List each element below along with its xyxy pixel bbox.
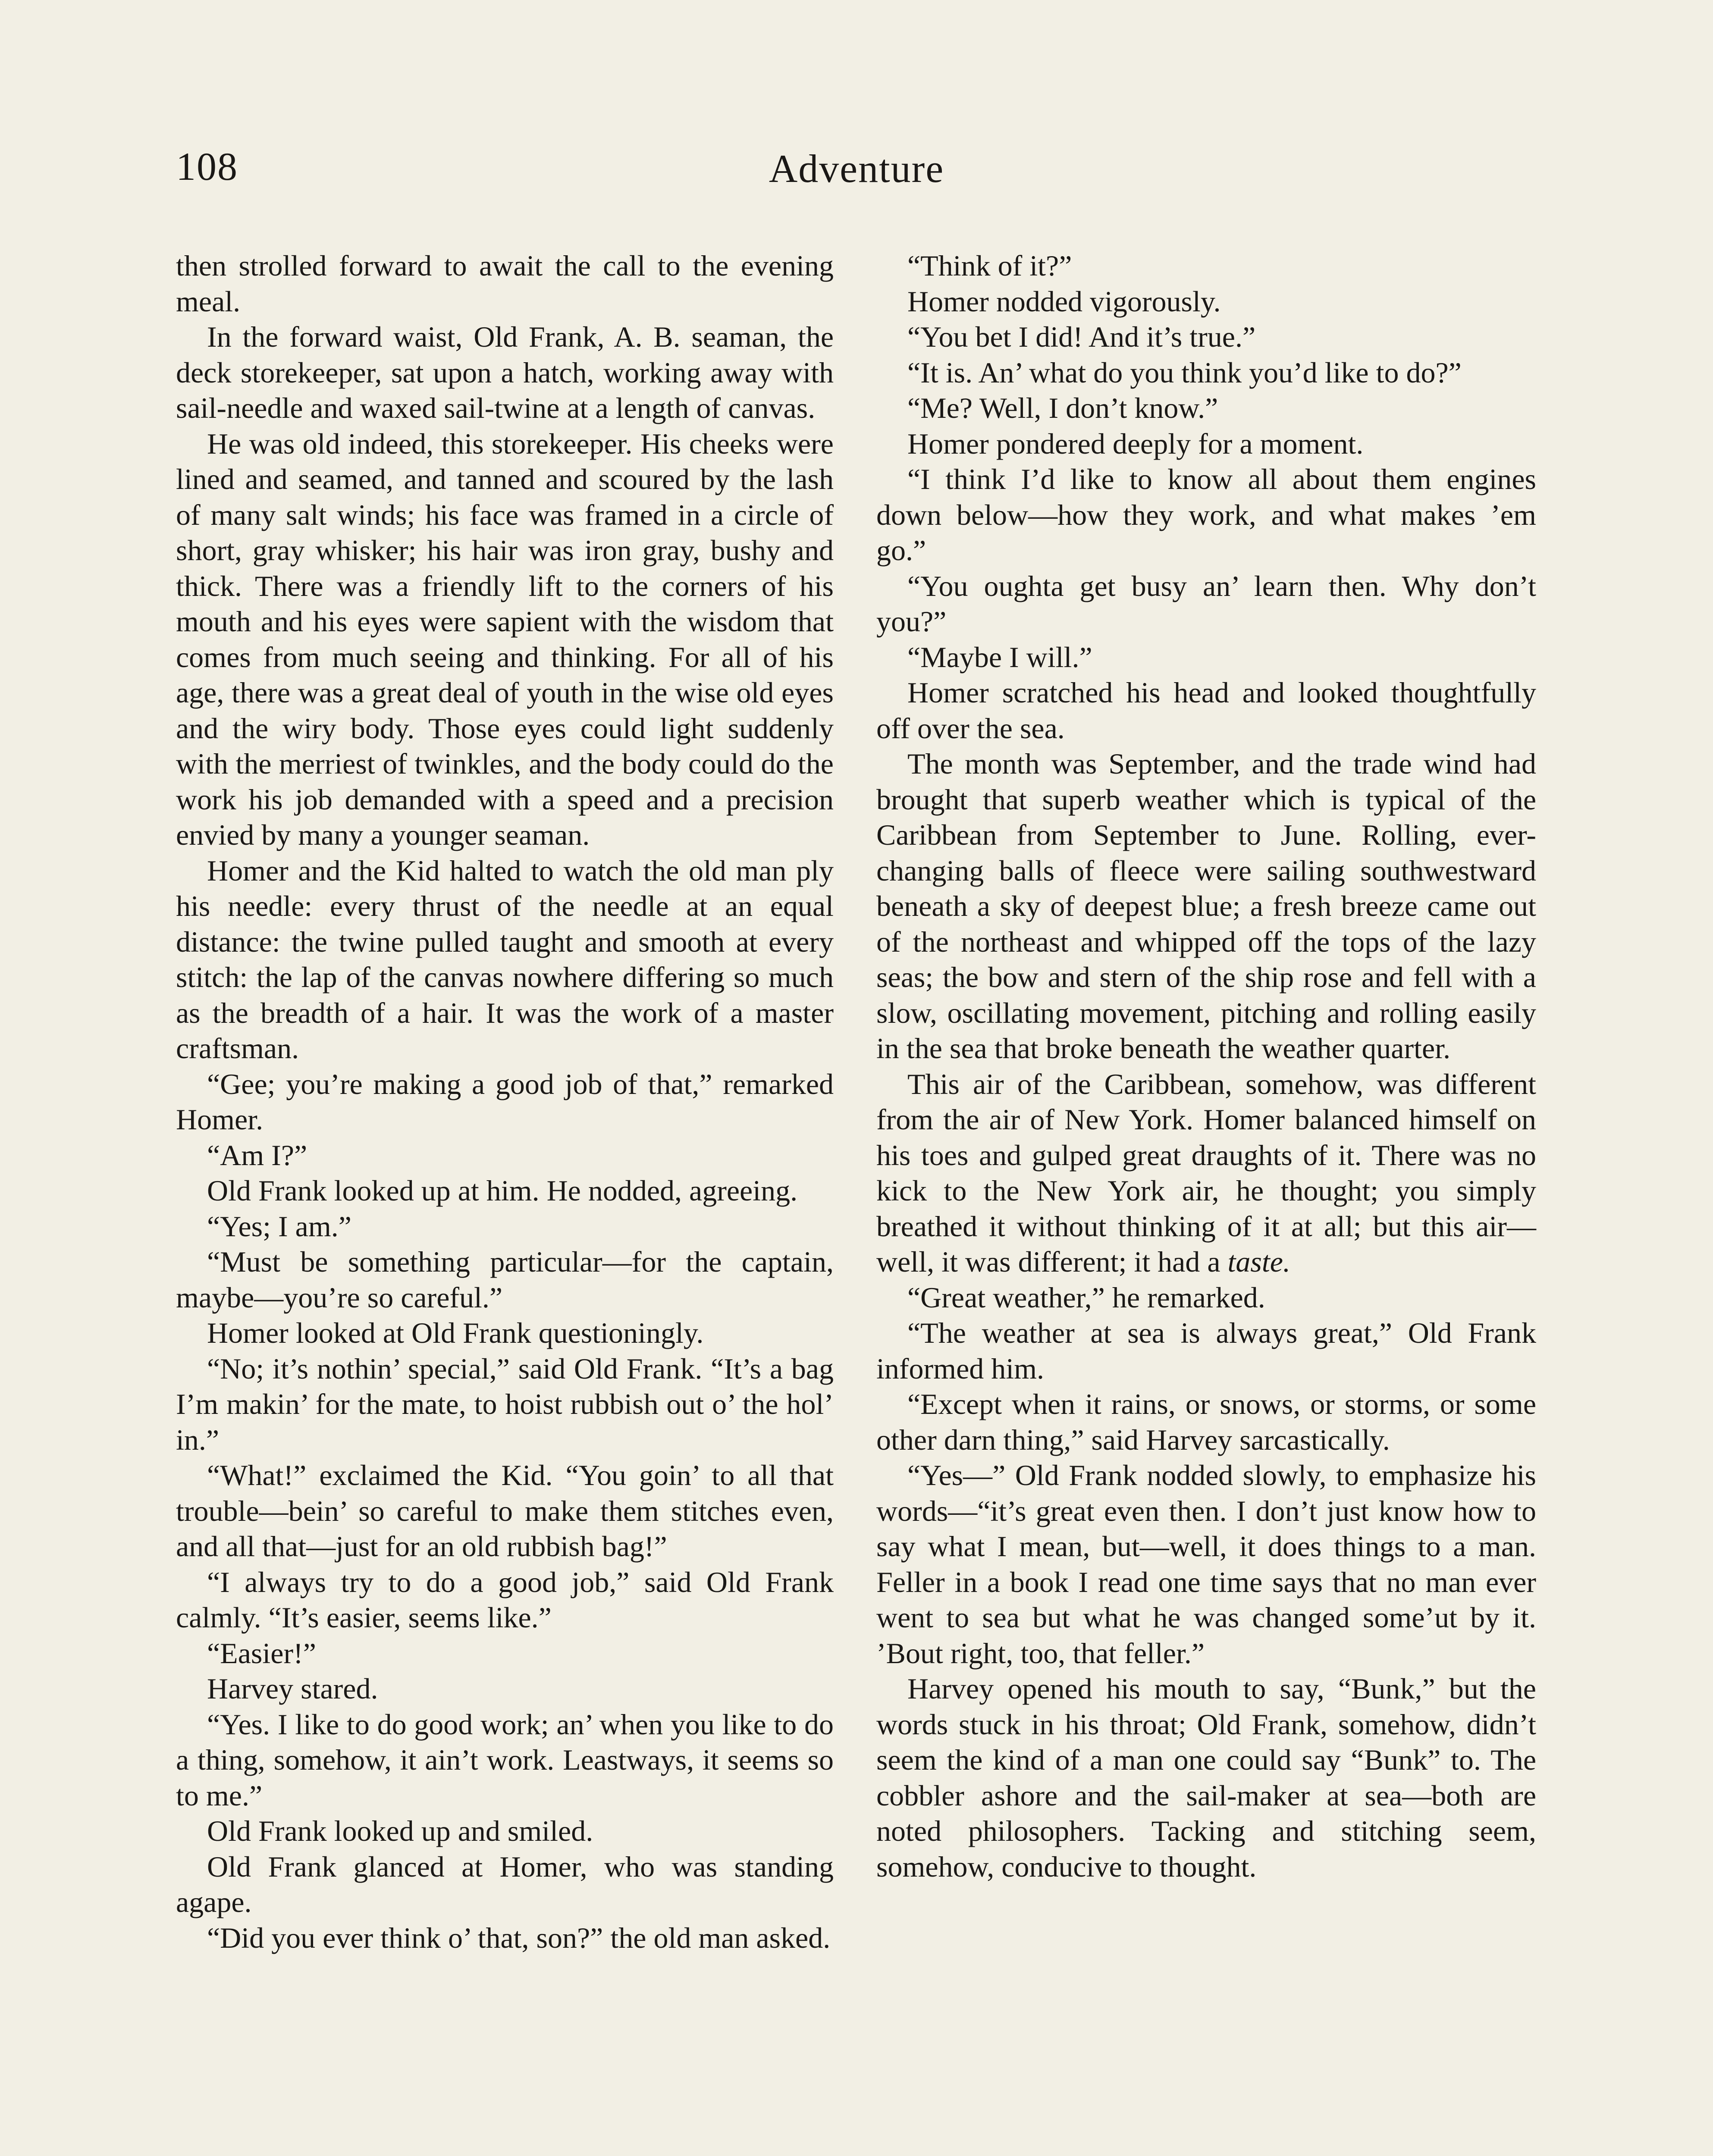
paragraph: “Gee; you’re making a good job of that,” remarked Homer. xyxy=(176,1067,834,1136)
paragraph: Homer pondered deeply for a moment. xyxy=(907,427,1364,460)
paragraph: “Think of it?” xyxy=(907,249,1072,282)
right-column xyxy=(876,248,1536,1884)
paragraph: “What!” exclaimed the Kid. “You goin’ to all that trouble—bein’ so careful to make them stitches even, and all that—just for an old rubbish bag!” xyxy=(176,1459,834,1563)
paragraph: “Yes. I like to do good work; an’ when you like to do a thing, somehow, it ain’t work. Leastways, it seems so to me.” xyxy=(176,1708,834,1812)
paragraph: “You bet I did! And it’s true.” xyxy=(907,320,1256,353)
page-number: 108 xyxy=(176,144,238,188)
paragraph: “Great weather,” he remarked. xyxy=(907,1281,1265,1314)
paragraph: Homer scratched his head and looked thoughtfully off over the sea. xyxy=(876,676,1536,745)
paragraph xyxy=(876,1066,1536,1280)
paragraph: Homer nodded vigorously. xyxy=(907,285,1221,318)
paragraph: He was old indeed, this storekeeper. His cheeks were lined and seamed, and tanned and scoured by the lash of many salt winds; his face was framed in a circle of short, gray whisker; his hair was iron gray, bushy and thick. There was a friendly lift to the corners of his mouth and his eyes were sapient with the wisdom that comes from much seeing and thinking. For all of his age, there was a great deal of youth in the wise old eyes and the wiry body. Those eyes could light suddenly with the merriest of twinkles, and the body could do the work his job demanded with a speed and a precision envied by many a younger seaman. xyxy=(176,427,834,851)
paragraph: Homer and the Kid halted to watch the old man ply his needle: every thrust of the needle at an equal distance: the twine pulled taught and smooth at every stitch: the lap of the canvas nowhere differing so much as the breadth of a hair. It was the work of a master craftsman. xyxy=(176,854,834,1065)
paragraph: “Except when it rains, or snows, or storms, or some other darn thing,” said Harvey sarcastically. xyxy=(876,1388,1536,1456)
paragraph: “Me? Well, I don’t know.” xyxy=(907,392,1218,424)
paragraph: “Yes; I am.” xyxy=(207,1210,351,1243)
paragraph: The month was September, and the trade wind had brought that superb weather which is typical of the Caribbean from September to June. Rolling, ever-changing balls of fleece were sailing southwestward beneath a sky of deepest blue; a fresh breeze came out of the northeast and whipped off the tops of the lazy seas; the bow and stern of the ship rose and fell with a slow, oscillating movement, pitching and rolling easily in the sea that broke beneath the weather quarter. xyxy=(876,747,1536,1065)
paragraph: “Easier!” xyxy=(207,1636,316,1670)
paragraph: In the forward waist, Old Frank, A. B. seaman, the deck storekeeper, sat upon a hatch, working away with sail-needle and waxed sail-twine at a length of canvas. xyxy=(176,320,834,424)
italic-word: taste. xyxy=(1227,1245,1290,1278)
paragraph-text: This air of the Caribbean, somehow, was different from the air of New York. Homer balanced himself on his toes and gulped great draughts of it. There was no kick to the New York air, he thought; you simply breathed it without thinking of it at all; but this air—well, it was different; it had a xyxy=(876,1067,1536,1278)
paragraph: “I think I’d like to know all about them engines down below—how they work, and what makes ’em go.” xyxy=(876,463,1536,567)
paragraph: “Must be something particular—for the captain, maybe—you’re so careful.” xyxy=(176,1245,834,1314)
paragraph: “It is. An’ what do you think you’d like to do?” xyxy=(907,356,1462,389)
paragraph: “Did you ever think o’ that, son?” the old man asked. xyxy=(207,1921,831,1954)
left-column xyxy=(176,248,834,1955)
paragraph: “No; it’s nothin’ special,” said Old Frank. “It’s a bag I’m makin’ for the mate, to hoist rubbish out o’ the hol’ in.” xyxy=(176,1352,834,1456)
paragraph: Old Frank glanced at Homer, who was standing agape. xyxy=(176,1850,834,1918)
paragraph: “Yes—” Old Frank nodded slowly, to emphasize his words—“it’s great even then. I don’t just know how to say what I mean, but—well, it does things to a man. Feller in a book I read one time says that no man ever went to sea but what he was changed some’ut by it. ’Bout right, too, that feller.” xyxy=(876,1459,1536,1670)
running-head: Adventure xyxy=(769,147,944,191)
paragraph: “You oughta get busy an’ learn then. Why don’t you?” xyxy=(876,569,1536,638)
paragraph: Harvey stared. xyxy=(207,1672,378,1705)
paragraph: Harvey opened his mouth to say, “Bunk,” but the words stuck in his throat; Old Frank, somehow, didn’t seem the kind of a man one could say “Bunk” to. The cobbler ashore and the sail-maker at sea—both are noted philosophers. Tacking and stitching seem, somehow, conducive to thought. xyxy=(876,1672,1536,1883)
paragraph: “Maybe I will.” xyxy=(907,640,1092,674)
paragraph: “The weather at sea is always great,” Old Frank informed him. xyxy=(876,1316,1536,1385)
paragraph: “Am I?” xyxy=(207,1138,307,1172)
paragraph: Old Frank looked up at him. He nodded, agreeing. xyxy=(207,1174,798,1207)
paragraph: Homer looked at Old Frank questioningly. xyxy=(207,1316,704,1349)
paragraph: then strolled forward to await the call to the evening meal. xyxy=(176,249,834,318)
paragraph: Old Frank looked up and smiled. xyxy=(207,1814,593,1847)
paragraph: “I always try to do a good job,” said Old Frank calmly. “It’s easier, seems like.” xyxy=(176,1565,834,1634)
